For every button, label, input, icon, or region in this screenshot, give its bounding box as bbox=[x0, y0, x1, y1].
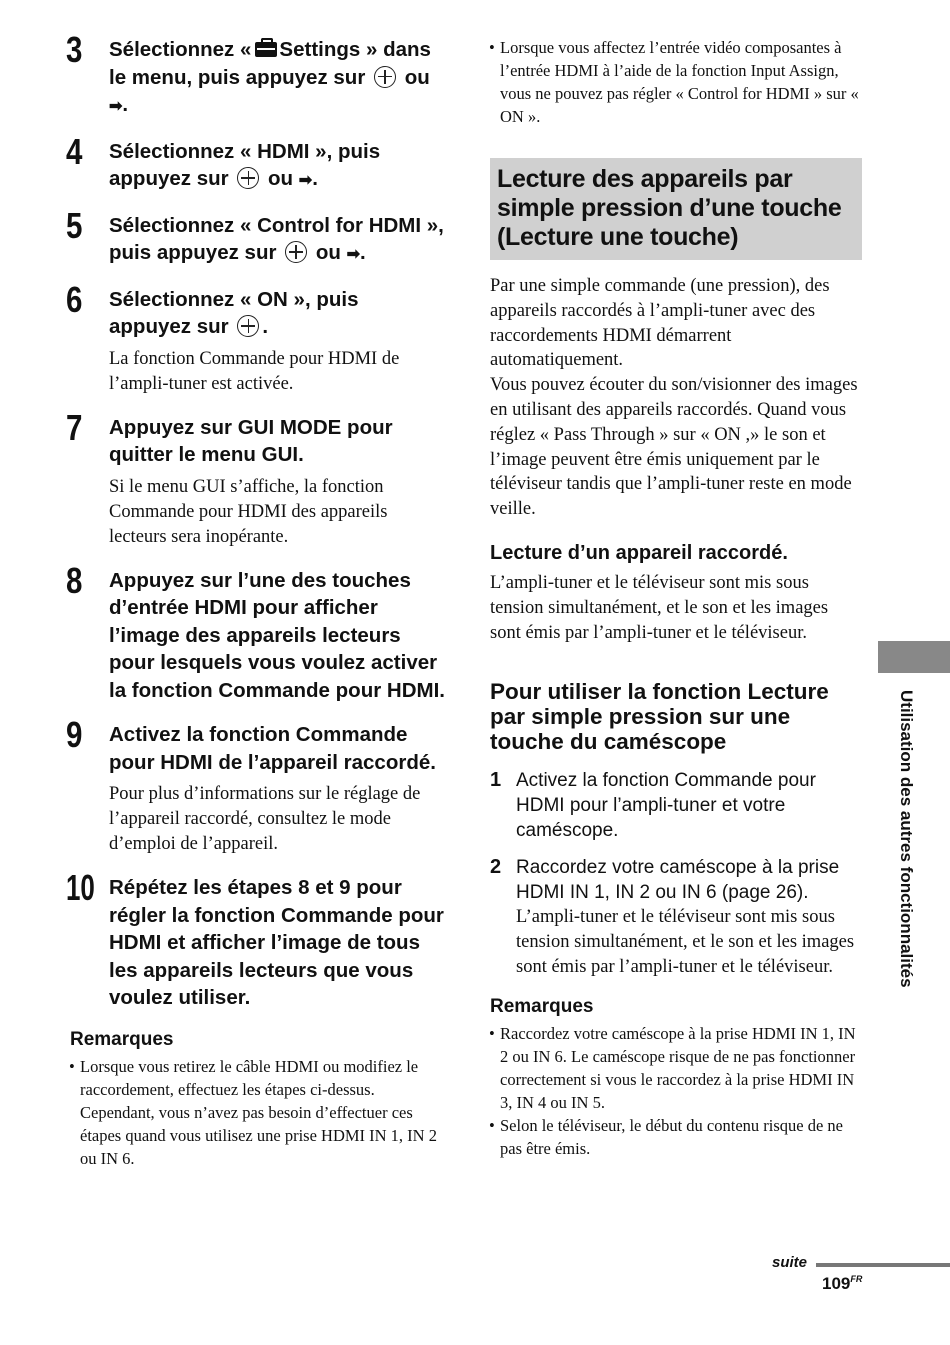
step-title: Appuyez sur GUI MODE pour quitter le menu GUI. bbox=[109, 415, 393, 466]
step-title-text: ou bbox=[268, 167, 294, 190]
section-tab-marker bbox=[878, 641, 950, 673]
step-title: Activez la fonction Commande pour HDMI de l’appareil raccordé. bbox=[109, 723, 436, 774]
enter-circle-icon bbox=[237, 315, 259, 337]
toolbox-icon bbox=[255, 42, 277, 57]
step-6 bbox=[66, 278, 446, 397]
remark-item: • Raccordez votre caméscope à la prise HDMI IN 1, IN 2 ou IN 6. Le caméscope risque de ne pas fonctionner correctement si vous le raccordez à la prise HDMI IN 3, IN 4 ou IN 5. bbox=[500, 1022, 862, 1114]
step-number: 8 bbox=[66, 559, 83, 601]
sub-paragraph: L’ampli-tuner et le téléviseur sont mis sous tension simultanément, et le son et les images sont émis par l’ampli-tuner et le téléviseur. bbox=[490, 572, 829, 643]
step-9 bbox=[66, 714, 446, 857]
step-title-text: . bbox=[262, 315, 269, 338]
step-title: Appuyez sur l’une des touches d’entrée HDMI pour afficher l’image des appareils lecteurs pour lesquels vous voulez activer la fonction Commande pour HDMI. bbox=[109, 568, 445, 702]
step-title-text: Sélectionnez « HDMI », puis appuyez sur bbox=[109, 139, 381, 190]
top-note-list bbox=[490, 36, 862, 128]
step-number: 3 bbox=[66, 29, 83, 70]
right-arrow-icon: ➡ bbox=[298, 172, 313, 189]
step-description: Si le menu GUI s’affiche, la fonction Commande pour HDMI des appareils lecteurs sera inopérante. bbox=[109, 476, 388, 547]
camcorder-step-2 bbox=[490, 855, 862, 979]
step-title-text: ou bbox=[404, 65, 430, 89]
step-title: Répétez les étapes 8 et 9 pour régler la fonction Commande pour HDMI et afficher l’image de tous les appareils lecteurs que vous voulez utiliser. bbox=[109, 876, 444, 1009]
sidebar-section-label: Utilisation des autres fonctionnalités bbox=[897, 690, 916, 988]
continued-line bbox=[816, 1263, 950, 1267]
right-column bbox=[490, 36, 862, 1160]
step-title-text: Sélectionnez « bbox=[109, 38, 252, 61]
step-title-text: . bbox=[360, 241, 366, 264]
step-title-text: ou bbox=[315, 241, 341, 264]
step-description: La fonction Commande pour HDMI de l’ampli-tuner est activée. bbox=[109, 348, 400, 394]
step-description: L’ampli-tuner et le téléviseur sont mis sous tension simultanément, et le son et les images sont émis par l’ampli-tuner et le téléviseur. bbox=[516, 907, 855, 977]
right-arrow-icon: ➡ bbox=[346, 246, 361, 263]
camcorder-step-1 bbox=[490, 768, 862, 843]
intro-paragraph-1: Par une simple commande (une pression), des appareils raccordés à l’ampli-tuner avec des raccordements HDMI démarrent automatiquement. bbox=[490, 276, 830, 371]
enter-circle-icon bbox=[237, 167, 259, 189]
remarks-list bbox=[490, 1022, 862, 1160]
right-arrow-icon: ➡ bbox=[109, 98, 123, 115]
step-8 bbox=[66, 559, 446, 705]
camcorder-heading: Pour utiliser la fonction Lecture par simple pression sur une touche du caméscope bbox=[490, 679, 829, 755]
left-column bbox=[66, 29, 446, 1170]
page-number bbox=[822, 1274, 862, 1294]
continued-label: suite bbox=[772, 1254, 808, 1271]
step-number: 4 bbox=[66, 130, 83, 172]
step-number: 10 bbox=[66, 867, 95, 908]
step-3 bbox=[66, 29, 446, 121]
remark-item: • Selon le téléviseur, le début du contenu risque de ne pas être émis. bbox=[500, 1114, 862, 1160]
step-number: 9 bbox=[66, 714, 83, 755]
step-title-text: Settings » dans le menu, puis appuyez sur bbox=[109, 38, 431, 89]
step-title: Raccordez votre caméscope à la prise HDMI IN 1, IN 2 ou IN 6 (page 26). bbox=[516, 857, 840, 904]
step-title bbox=[109, 36, 446, 121]
remark-item: • Lorsque vous retirez le câble HDMI ou modifiez le raccordement, effectuez les étapes ci-dessus. Cependant, vous n’avez pas besoin d’effectuer ces étapes quand vous utilisez une prise HDMI IN 1, IN 2 ou IN 6. bbox=[80, 1055, 446, 1170]
step-title bbox=[109, 212, 446, 269]
step-title bbox=[109, 286, 446, 341]
step-4 bbox=[66, 130, 446, 195]
page-number-value: 109 bbox=[822, 1274, 851, 1293]
step-title-text: . bbox=[312, 167, 318, 190]
step-5 bbox=[66, 204, 446, 269]
step-7 bbox=[66, 406, 446, 550]
remarks-heading: Remarques bbox=[490, 995, 594, 1017]
top-note: • Lorsque vous affectez l’entrée vidéo composantes à l’entrée HDMI à l’aide de la fonction Input Assign, vous ne pouvez pas régler « Control for HDMI » sur « ON ». bbox=[500, 36, 862, 128]
step-title-text: Sélectionnez « Control for HDMI », puis appuyez sur bbox=[109, 213, 444, 264]
step-description: Pour plus d’informations sur le réglage de l’appareil raccordé, consultez le mode d’emploi de l’appareil. bbox=[109, 784, 421, 854]
step-title bbox=[109, 138, 446, 195]
enter-circle-icon bbox=[285, 241, 307, 263]
step-number: 2 bbox=[490, 856, 502, 879]
step-number: 5 bbox=[66, 204, 83, 246]
step-10 bbox=[66, 867, 446, 1012]
step-number: 7 bbox=[66, 406, 83, 448]
enter-circle-icon bbox=[374, 66, 396, 88]
sub-heading: Lecture d’un appareil raccordé. bbox=[490, 541, 788, 564]
step-title: Activez la fonction Commande pour HDMI pour l’ampli-tuner et votre caméscope. bbox=[516, 770, 816, 842]
remarks-heading: Remarques bbox=[70, 1028, 174, 1050]
step-number: 1 bbox=[490, 769, 502, 792]
step-title-text: Sélectionnez « ON », puis appuyez sur bbox=[109, 287, 359, 338]
language-code: FR bbox=[850, 1274, 863, 1284]
intro-paragraph-2: Vous pouvez écouter du son/visionner des images en utilisant des appareils raccordés. Quand vous réglez « Pass Through » sur « ON ,» le son et l’image peuvent être émis uniquement par le téléviseur tandis que l’ampli-tuner reste en mode veille. bbox=[490, 375, 858, 520]
step-title-text: . bbox=[122, 93, 129, 116]
remarks-list bbox=[66, 1055, 446, 1170]
section-title: Lecture des appareils par simple pression d’une touche (Lecture une touche) bbox=[490, 158, 862, 260]
step-number: 6 bbox=[66, 278, 83, 320]
